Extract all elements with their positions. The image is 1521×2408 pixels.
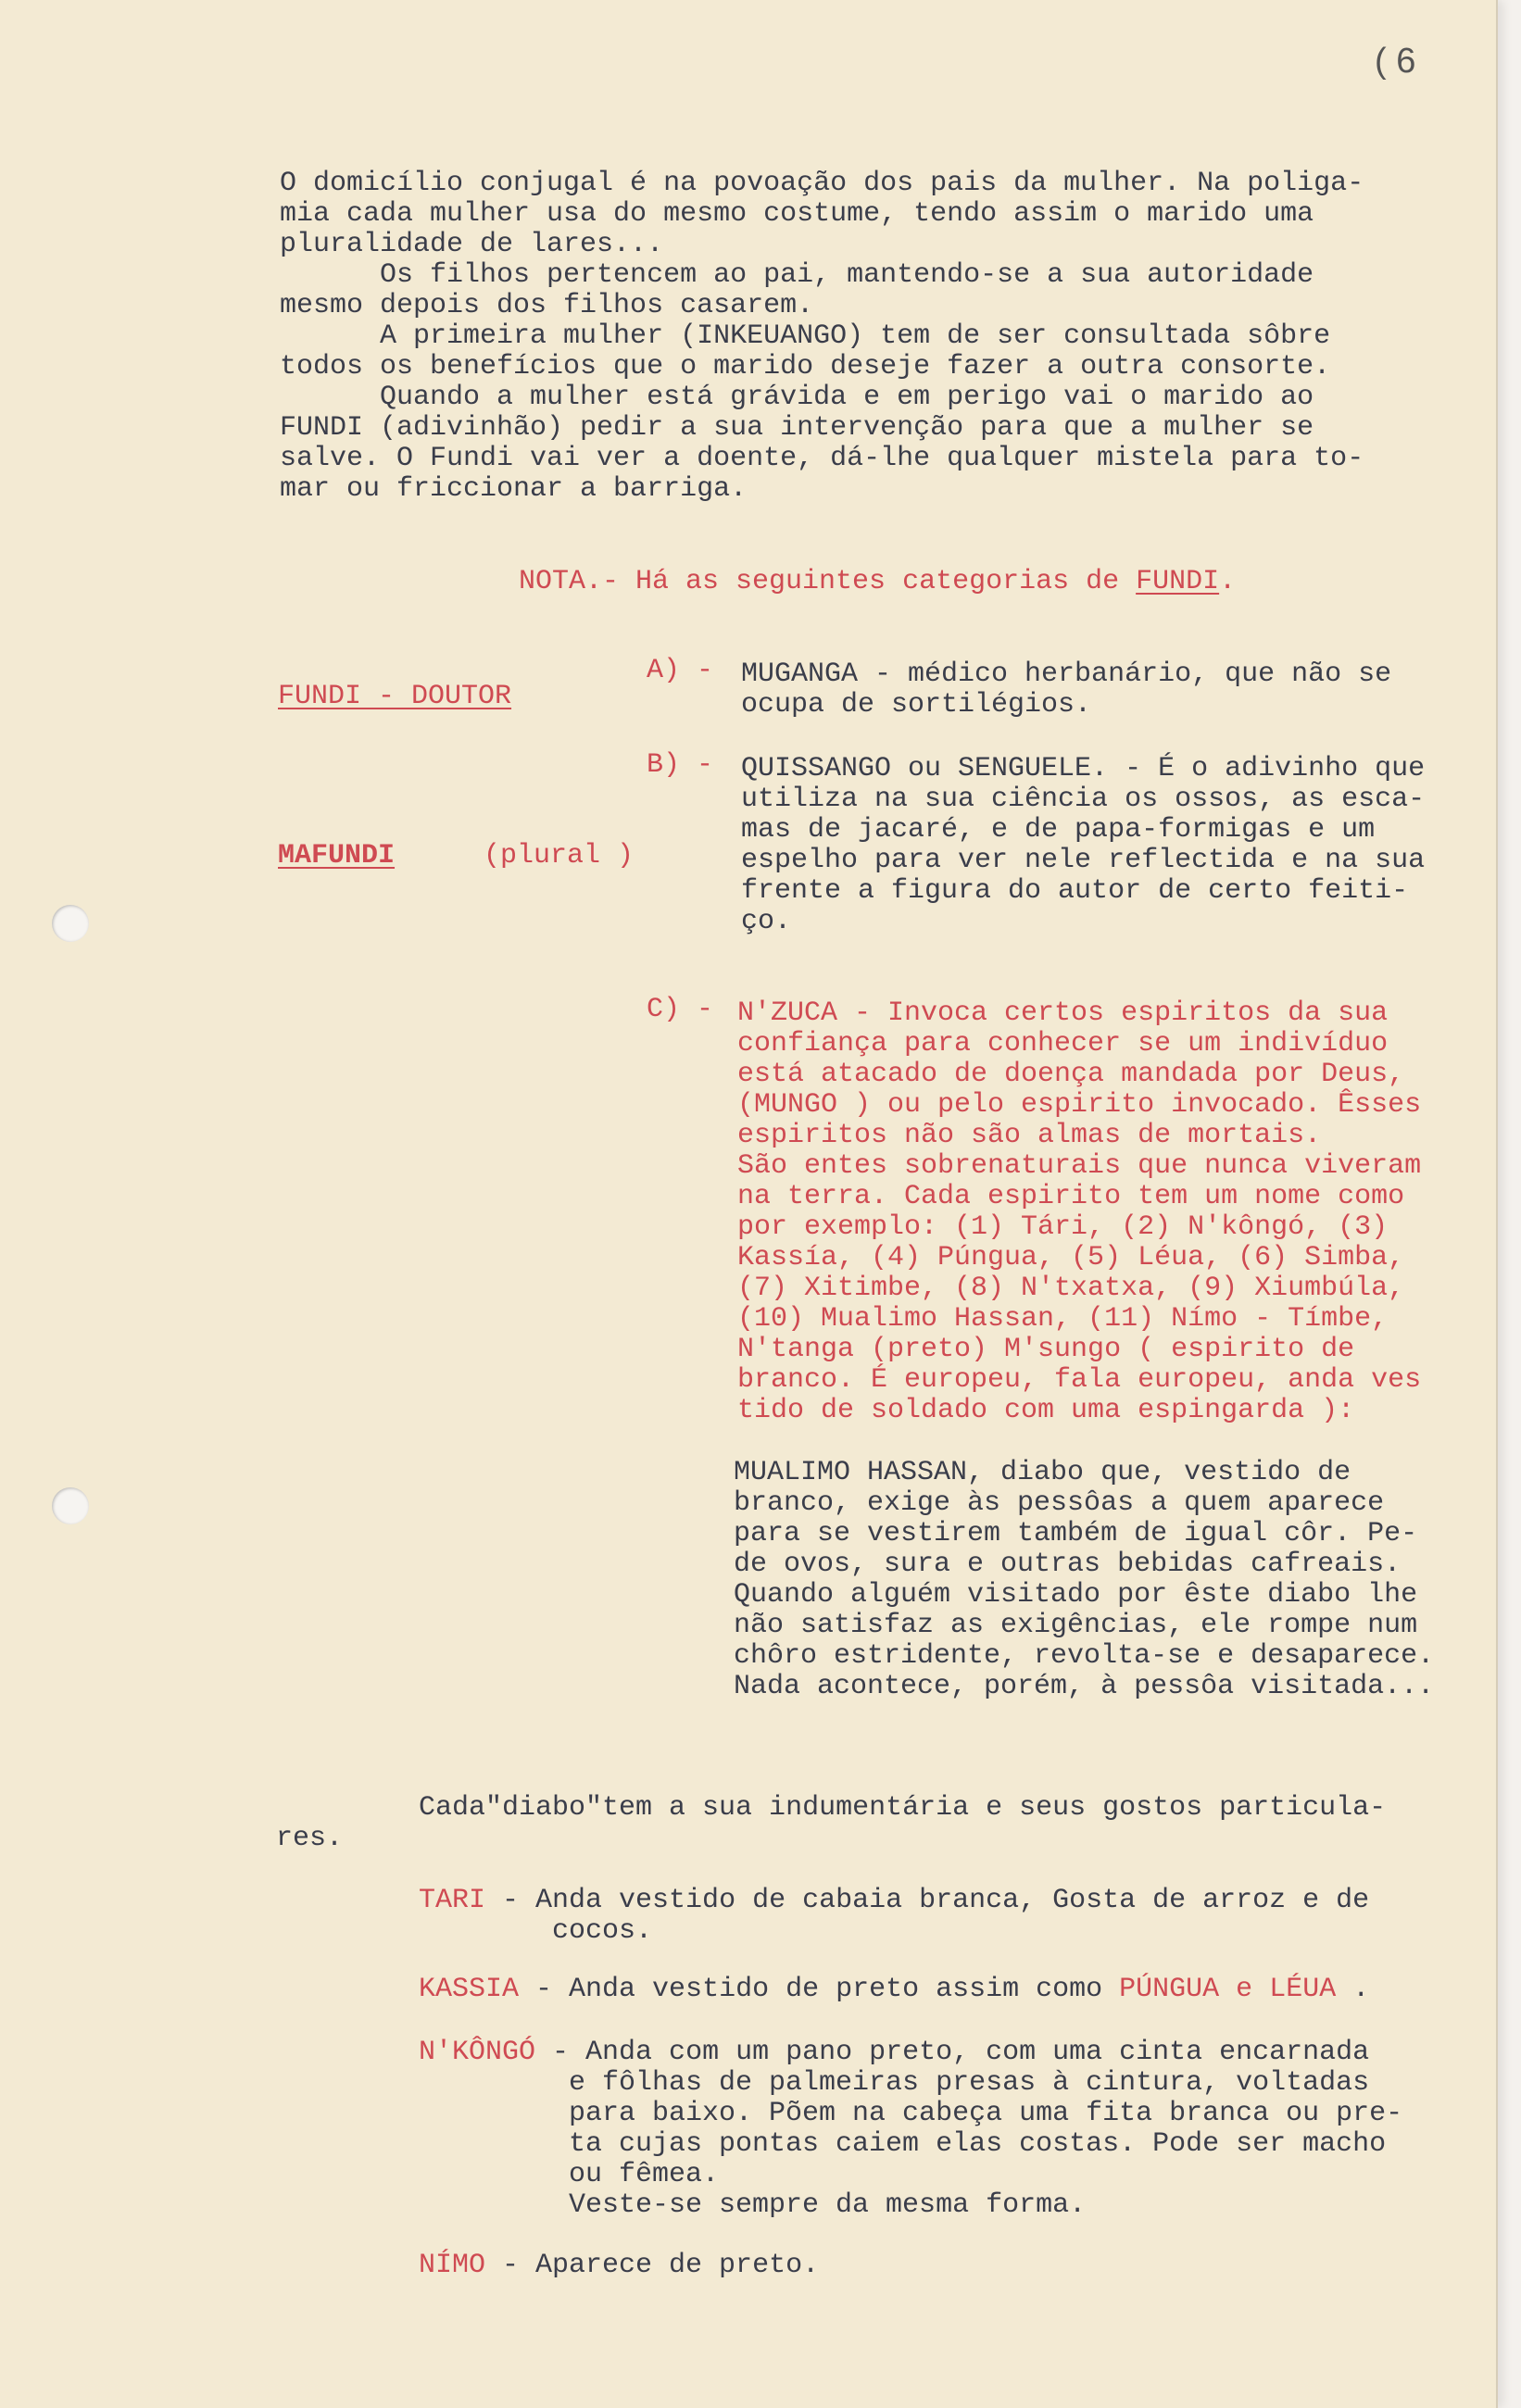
text-line: para se vestirem também de igual côr. Pe- — [734, 1518, 1418, 1549]
tari-entry — [419, 1886, 1369, 1916]
text-line: Quando alguém visitado por êste diabo lhe — [734, 1579, 1418, 1611]
kassia-name: KASSIA — [419, 1974, 520, 2005]
text-line: tido de soldado com uma espingarda ): — [737, 1395, 1355, 1426]
tari-name: TARI — [419, 1885, 486, 1916]
nota-heading — [519, 567, 1236, 597]
text-line: A primeira mulher (INKEUANGO) tem de ser consultada sôbre — [280, 320, 1331, 352]
text-line: FUNDI (adivinhão) pedir a sua intervenção para que a mulher se — [280, 412, 1314, 444]
text-line: Anda com um pano preto, com uma cinta encarnada — [585, 2037, 1370, 2068]
text-line: de ovos, sura e outras bebidas cafreais. — [734, 1549, 1402, 1580]
text-line: QUISSANGO ou SENGUELE. - É o adivinho que — [741, 753, 1426, 784]
category-a-marker: A) - — [647, 655, 714, 686]
nota-term: FUNDI — [1136, 566, 1220, 597]
text-line: na terra. Cada espirito tem um nome como — [737, 1181, 1405, 1212]
text-line: chôro estridente, revolta-se e desaparece. — [734, 1640, 1435, 1672]
punch-hole — [52, 1487, 89, 1524]
separator: - — [535, 2037, 586, 2068]
text-line: mia cada mulher usa do mesmo costume, tendo assim o marido uma — [280, 198, 1314, 230]
text-line: todos os benefícios que o marido deseje fazer a outra consorte. — [280, 351, 1331, 383]
conjunction: e — [1219, 1974, 1270, 2005]
text-line: Cada"diabo"tem a sua indumentária e seus gostos particula- — [419, 1792, 1387, 1824]
text-line: não satisfaz as exigências, ele rompe num — [734, 1610, 1418, 1641]
text-line: utiliza na sua ciência os ossos, as esca- — [741, 784, 1426, 815]
text-line: res. — [276, 1823, 344, 1854]
text-line: (7) Xitimbe, (8) N'txatxa, (9) Xiumbúla, — [737, 1273, 1405, 1304]
text-line: Veste-se sempre da mesma forma. — [569, 2189, 1087, 2221]
page-number: ( 6 — [1375, 42, 1416, 81]
nkongo-name: N'KÔNGÓ — [419, 2037, 536, 2068]
text-line: espiritos não são almas de mortais. — [737, 1120, 1322, 1151]
text-line: MUGANGA - médico herbanário, que não se — [741, 658, 1392, 690]
kassia-entry — [419, 1975, 1369, 2005]
label-mafundi: MAFUNDI — [278, 840, 396, 872]
pungua-name: PÚNGUA — [1119, 1974, 1220, 2005]
text-line: MUALIMO HASSAN, diabo que, vestido de — [734, 1457, 1351, 1488]
text-line: pluralidade de lares... — [280, 229, 664, 260]
punctuation: . — [1336, 1974, 1370, 2005]
text-line: para baixo. Põem na cabeça uma fita branca ou pre- — [569, 2098, 1403, 2129]
label-plural: (plural ) — [484, 840, 635, 872]
text-line: está atacado de doença mandada por Deus, — [737, 1059, 1405, 1090]
text-line: ço. — [741, 906, 792, 937]
text-line: Anda vestido de cabaia branca, Gosta de arroz e de — [535, 1885, 1370, 1916]
punch-hole — [52, 905, 89, 942]
nkongo-entry — [419, 2038, 1369, 2068]
text-line: mar ou friccionar a barriga. — [280, 473, 748, 505]
nota-text: NOTA.- Há as seguintes categorias de — [519, 566, 1137, 597]
text-line: por exemplo: (1) Tári, (2) N'kôngó, (3) — [737, 1211, 1389, 1243]
category-b-marker: B) - — [647, 749, 714, 781]
text-line: ta cujas pontas caiem elas costas. Pode ser macho — [569, 2128, 1387, 2160]
text-line: espelho para ver nele reflectida e na sua — [741, 845, 1426, 876]
nimo-name: NÍMO — [419, 2250, 486, 2281]
label-fundi-doutor: FUNDI - DOUTOR — [278, 681, 512, 712]
text-line: mas de jacaré, e de papa-formigas e um — [741, 814, 1376, 846]
text-line: frente a figura do autor de certo feiti- — [741, 875, 1409, 907]
text-line: - Aparece de preto. — [485, 2250, 820, 2281]
text-line: mesmo depois dos filhos casarem. — [280, 290, 814, 321]
text-line: - Anda vestido de preto assim como — [519, 1974, 1120, 2005]
text-line: Nada acontece, porém, à pessôa visitada... — [734, 1671, 1435, 1702]
text-line: cocos. — [552, 1915, 653, 1947]
text-line: São entes sobrenaturais que nunca viveram — [737, 1150, 1422, 1182]
text-line: N'tanga (preto) M'sungo ( espirito de — [737, 1334, 1355, 1365]
text-line: N'ZUCA - Invoca certos espiritos da sua — [737, 997, 1389, 1029]
category-c-marker: C) - — [647, 994, 714, 1025]
leua-name: LÉUA — [1269, 1974, 1337, 2005]
text-line: (MUNGO ) ou pelo espirito invocado. Êsses — [737, 1089, 1422, 1121]
text-line: Os filhos pertencem ao pai, mantendo-se a sua autoridade — [280, 259, 1314, 291]
text-line: ou fêmea. — [569, 2159, 720, 2190]
text-line: confiança para conhecer se um indivíduo — [737, 1028, 1389, 1060]
text-line: salve. O Fundi vai ver a doente, dá-lhe qualquer mistela para to- — [280, 443, 1364, 474]
text-line: ocupa de sortilégios. — [741, 689, 1092, 721]
text-line: branco. É europeu, fala europeu, anda ves — [737, 1364, 1422, 1396]
text-line: e fôlhas de palmeiras presas à cintura, voltadas — [569, 2067, 1370, 2099]
text-line: O domicílio conjugal é na povoação dos pais da mulher. Na poliga- — [280, 168, 1364, 199]
text-line: Kassía, (4) Púngua, (5) Léua, (6) Simba, — [737, 1242, 1405, 1273]
text-line: branco, exige às pessôas a quem aparece — [734, 1487, 1385, 1519]
text-line: Quando a mulher está grávida e em perigo vai o marido ao — [280, 382, 1314, 413]
separator: - — [485, 1885, 536, 1916]
nimo-entry — [419, 2251, 819, 2281]
nota-suffix: . — [1219, 566, 1237, 597]
text-line: (10) Mualimo Hassan, (11) Nímo - Tímbe, — [737, 1303, 1389, 1335]
